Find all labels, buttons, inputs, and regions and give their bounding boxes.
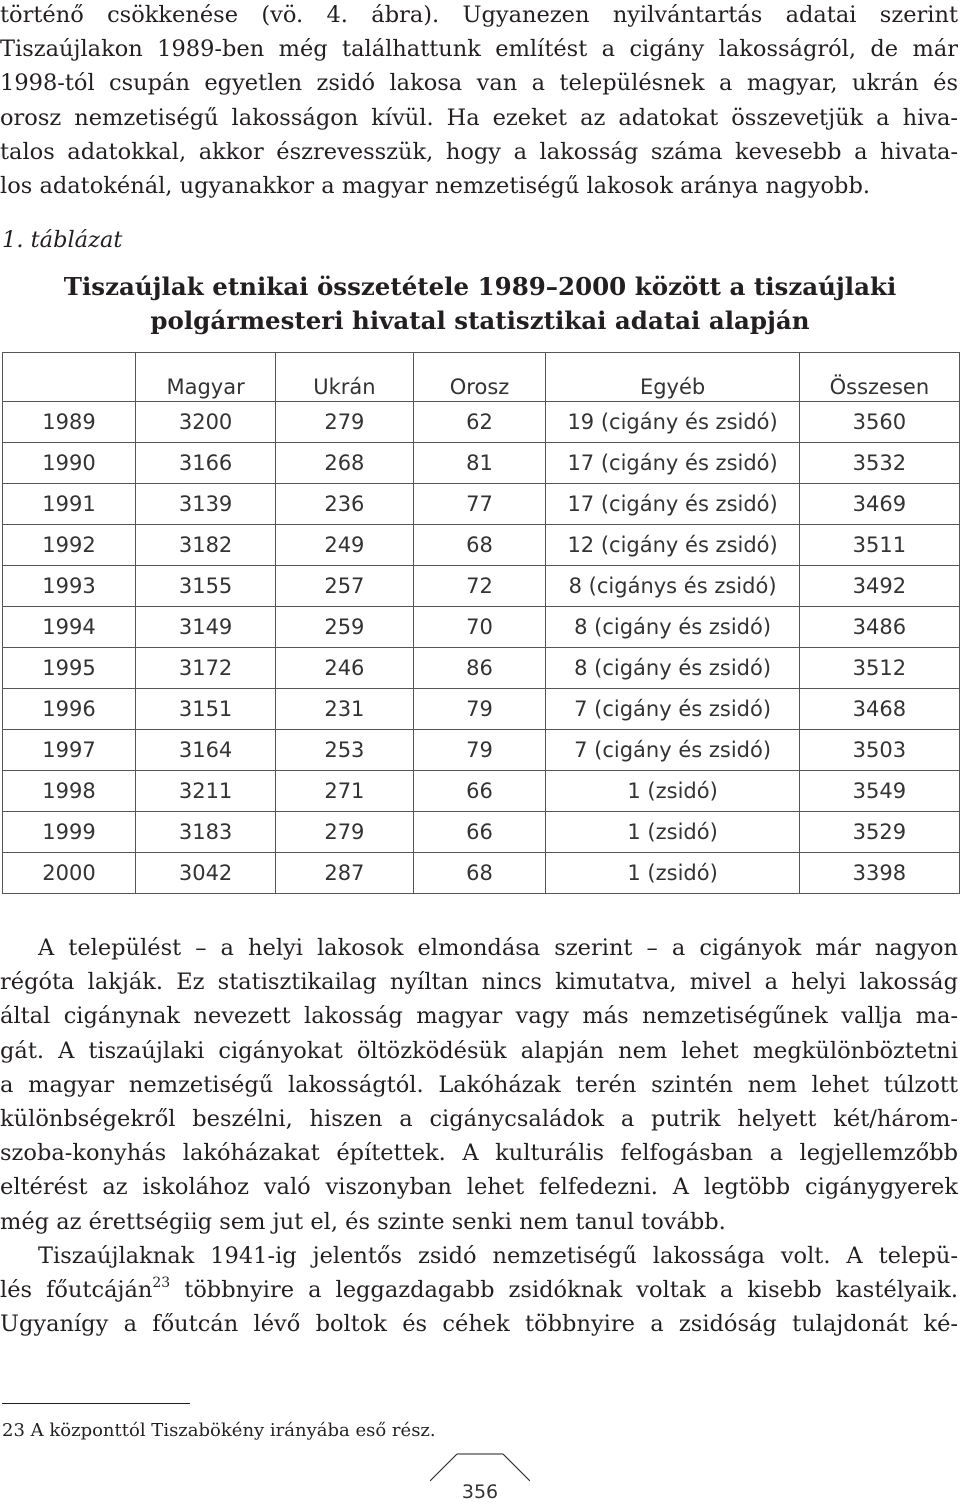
- table-cell: 3211: [136, 771, 276, 812]
- paragraph-intro: [0, 0, 958, 203]
- text-line: [0, 965, 958, 999]
- text-line: [0, 1034, 958, 1068]
- table-cell: 3172: [136, 648, 276, 689]
- table-cell: 3486: [799, 607, 959, 648]
- text-line: [0, 135, 958, 169]
- page-number-ornament: [430, 1452, 530, 1482]
- table-cell: 268: [276, 443, 414, 484]
- text-line: [0, 169, 958, 203]
- table-cell: 3468: [799, 689, 959, 730]
- table-cell: 236: [276, 484, 414, 525]
- table-cell: 3200: [136, 402, 276, 443]
- page-number: 356: [461, 1481, 499, 1503]
- table-cell: 72: [413, 566, 546, 607]
- text-line-content: még az érettségiig sem jut el, és szinte senki nem tanul tovább.: [0, 1208, 726, 1235]
- table-row: [3, 689, 960, 730]
- table-row: [3, 484, 960, 525]
- table-cell: 12 (cigány és zsidó): [546, 525, 799, 566]
- table-caption: 1. táblázat: [2, 227, 123, 253]
- table-cell: 3151: [136, 689, 276, 730]
- footnote-divider: [2, 1403, 190, 1404]
- table-cell: 3042: [136, 853, 276, 894]
- table-cell: 3532: [799, 443, 959, 484]
- text-line: [0, 1239, 958, 1273]
- table-row: [3, 812, 960, 853]
- table-cell: 3155: [136, 566, 276, 607]
- table-cell: 19 (cigány és zsidó): [546, 402, 799, 443]
- text-line: [0, 1205, 958, 1239]
- text-line: [0, 1102, 958, 1136]
- table-row: [3, 525, 960, 566]
- table-cell-year: 1997: [3, 730, 136, 771]
- text-line-content: szoba-konyhás lakóházakat építettek. A kulturális felfogásban a legjellemzőbb: [0, 1140, 958, 1167]
- table-cell: 8 (cigány és zsidó): [546, 607, 799, 648]
- table-cell: 62: [413, 402, 546, 443]
- table-title-line-1: Tiszaújlak etnikai összetétele 1989–2000 között a tiszaújlaki: [63, 272, 897, 301]
- table-cell: 246: [276, 648, 414, 689]
- table-cell-year: 1993: [3, 566, 136, 607]
- text-line-content: Ugyanígy a főutcán lévő boltok és céhek többnyire a zsidóság tulajdonát ké-: [0, 1311, 958, 1338]
- table-cell: 1 (zsidó): [546, 812, 799, 853]
- table-cell: 257: [276, 566, 414, 607]
- text-line: [0, 931, 958, 965]
- text-line-content: talos adatokkal, akkor észrevesszük, hogy a lakosság száma kevesebb a hivata-: [0, 138, 958, 165]
- table-row: [3, 648, 960, 689]
- table-cell: 68: [413, 525, 546, 566]
- table-header-cell: Ukrán: [276, 353, 414, 402]
- table-title: [0, 270, 960, 338]
- table-cell: 3139: [136, 484, 276, 525]
- text-line-content: 1998-tól csupán egyetlen zsidó lakosa van a településnek a magyar, ukrán és: [0, 70, 958, 97]
- table-row: [3, 771, 960, 812]
- table-cell: 253: [276, 730, 414, 771]
- text-line-content: lés főutcáján: [0, 1277, 153, 1304]
- footnote: 23 A központtól Tiszabökény irányába eső rész.: [2, 1420, 436, 1441]
- table-row: [3, 607, 960, 648]
- table-cell: 3529: [799, 812, 959, 853]
- table-cell: 79: [413, 689, 546, 730]
- table-cell: 8 (cigánys és zsidó): [546, 566, 799, 607]
- text-line-content: A települést – a helyi lakosok elmondása szerint – a cigányok már nagyon: [38, 935, 958, 961]
- table-cell: 231: [276, 689, 414, 730]
- table-cell: 3503: [799, 730, 959, 771]
- table-cell-year: 1992: [3, 525, 136, 566]
- table-cell: 279: [276, 812, 414, 853]
- text-line-content: Tiszaújlakon 1989-ben még találhattunk említést a cigány lakosságról, de már: [0, 36, 958, 63]
- table-cell: 68: [413, 853, 546, 894]
- table-cell: 3512: [799, 648, 959, 689]
- table-cell: 3549: [799, 771, 959, 812]
- text-line: [0, 1307, 958, 1341]
- text-line-content: eltérést az iskolához való viszonyban lehet felfedezni. A legtöbb cigánygyerek: [0, 1174, 958, 1201]
- table-header-cell: Egyéb: [546, 353, 799, 402]
- table-cell-year: 1995: [3, 648, 136, 689]
- table-header-cell: Orosz: [413, 353, 546, 402]
- table-cell: 66: [413, 812, 546, 853]
- table-body: [3, 402, 960, 894]
- table-cell: 1 (zsidó): [546, 853, 799, 894]
- table-cell: 3182: [136, 525, 276, 566]
- table-cell: 287: [276, 853, 414, 894]
- table-row: [3, 402, 960, 443]
- table-cell: 259: [276, 607, 414, 648]
- footnote-ref: 23: [152, 1275, 171, 1292]
- paragraph-jews: [0, 1239, 958, 1342]
- text-line-content: történő csökkenése (vö. 4. ábra). Ugyanezen nyilvántartás adatai szerint: [0, 2, 958, 28]
- text-line: [0, 0, 958, 32]
- text-line-content: által cigánynak nevezett lakosság magyar vagy más nemzetiségűnek vallja ma-: [0, 1003, 958, 1030]
- table-row: [3, 443, 960, 484]
- table-cell-year: 1999: [3, 812, 136, 853]
- table-cell: 271: [276, 771, 414, 812]
- table-cell: 249: [276, 525, 414, 566]
- text-line: [0, 1170, 958, 1204]
- table-title-line-2: polgármesteri hivatal statisztikai adatai alapján: [150, 306, 810, 335]
- table-row: [3, 566, 960, 607]
- table-cell: 79: [413, 730, 546, 771]
- table-cell: 77: [413, 484, 546, 525]
- text-line: [0, 999, 958, 1033]
- table-cell: 3166: [136, 443, 276, 484]
- table-cell: 3511: [799, 525, 959, 566]
- table-cell: 17 (cigány és zsidó): [546, 484, 799, 525]
- table-cell: 3164: [136, 730, 276, 771]
- table-row: [3, 730, 960, 771]
- table-cell-year: 1996: [3, 689, 136, 730]
- table-cell-year: 1989: [3, 402, 136, 443]
- table-cell-year: 1990: [3, 443, 136, 484]
- text-line-content: régóta lakják. Ez statisztikailag nyíltan nincs kimutatva, mivel a helyi lakosság: [0, 969, 958, 996]
- table-cell-year: 1994: [3, 607, 136, 648]
- table-cell: 1 (zsidó): [546, 771, 799, 812]
- text-line-content: többnyire a leggazdagabb zsidóknak voltak a kisebb kastélyaik.: [170, 1277, 959, 1304]
- table-cell: 66: [413, 771, 546, 812]
- table-cell: 17 (cigány és zsidó): [546, 443, 799, 484]
- table-cell: 7 (cigány és zsidó): [546, 689, 799, 730]
- table-cell: 81: [413, 443, 546, 484]
- text-line: [0, 1273, 958, 1307]
- text-line: [0, 1068, 958, 1102]
- text-line: [0, 101, 958, 135]
- table-cell: 7 (cigány és zsidó): [546, 730, 799, 771]
- text-line: [0, 66, 958, 100]
- table-cell-year: 1991: [3, 484, 136, 525]
- table-cell: 70: [413, 607, 546, 648]
- table-cell-year: 2000: [3, 853, 136, 894]
- table-header-cell: Magyar: [136, 353, 276, 402]
- table-cell: 86: [413, 648, 546, 689]
- table-cell: 3398: [799, 853, 959, 894]
- table-row: [3, 853, 960, 894]
- table-cell: 3560: [799, 402, 959, 443]
- table-cell: 279: [276, 402, 414, 443]
- paragraph-gypsies: [0, 931, 958, 1239]
- ethnic-composition-table: [2, 352, 960, 894]
- text-line: [0, 32, 958, 66]
- table-cell: 8 (cigány és zsidó): [546, 648, 799, 689]
- table-cell: 3149: [136, 607, 276, 648]
- text-line-content: a magyar nemzetiségű lakosságtól. Lakóházak terén szintén nem lehet túlzott: [0, 1071, 958, 1098]
- table-cell: 3492: [799, 566, 959, 607]
- text-line-content: los adatokénál, ugyanakkor a magyar nemzetiségű lakosok aránya nagyobb.: [0, 172, 871, 199]
- text-line-content: orosz nemzetiségű lakosságon kívül. Ha ezeket az adatokat összevetjük a hiva-: [0, 104, 958, 131]
- table-cell: 3469: [799, 484, 959, 525]
- text-line: [0, 1136, 958, 1170]
- text-line-content: Tiszaújlaknak 1941-ig jelentős zsidó nemzetiségű lakossága volt. A telepü-: [38, 1243, 958, 1269]
- table-cell: 3183: [136, 812, 276, 853]
- table-cell-year: 1998: [3, 771, 136, 812]
- text-line-content: különbségekről beszélni, hiszen a cigánycsaládok a putrik helyett két/három-: [0, 1105, 958, 1132]
- table-header-row: [3, 353, 960, 402]
- table-header-corner: [3, 353, 136, 402]
- text-line-content: gát. A tiszaújlaki cigányokat öltözködésük alapján nem lehet megkülönböztetni: [0, 1037, 958, 1064]
- table-header-cell: Összesen: [799, 353, 959, 402]
